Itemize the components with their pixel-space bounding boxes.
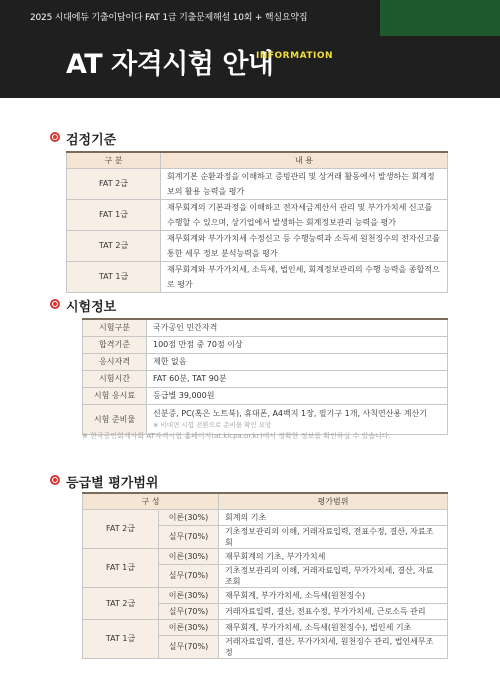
scope-cell: 거래자료입력, 결산, 부가가치세, 원천징수 관리, 법인세무조정 <box>219 635 448 658</box>
section-bullet-icon <box>50 299 60 309</box>
scope-cell: 재무회계, 부가가치세, 소득세(원천징수) <box>219 587 448 603</box>
table-row <box>83 587 448 603</box>
page-header <box>0 0 500 98</box>
grade-cell: FAT 2급 <box>83 509 159 548</box>
info-value: 등급별 39,000원 <box>147 387 448 404</box>
table-row <box>83 404 448 434</box>
info-footnote: ※ 한국공인회계사회 AT자격시험 홈페이지(at.kicpa.or.kr)에서 정확한 정보를 확인하실 수 있습니다. <box>82 432 391 440</box>
info-value <box>147 404 448 434</box>
table-header-row <box>67 152 448 168</box>
type-cell: 이론(30%) <box>159 587 219 603</box>
table-row <box>67 199 448 230</box>
column-header: 구 분 <box>67 152 161 168</box>
table-row <box>67 230 448 261</box>
type-cell: 이론(30%) <box>159 509 219 525</box>
info-label: 시험구분 <box>83 319 147 336</box>
page-title: AT 자격시험 안내 <box>66 49 274 80</box>
type-cell: 실무(70%) <box>159 635 219 658</box>
type-cell: 실무(70%) <box>159 603 219 619</box>
table-row <box>83 619 448 635</box>
column-header: 평가범위 <box>219 493 448 509</box>
content-cell: 회계기본 순환과정을 이해하고 증빙관리 및 상거래 활동에서 발생하는 회계정보의 활용 능력을 평가 <box>161 168 448 199</box>
info-label: 시험 응시료 <box>83 387 147 404</box>
info-label: 시험시간 <box>83 370 147 387</box>
scope-cell: 기초정보관리의 이해, 거래자료입력, 전표수정, 결산, 자료조회 <box>219 525 448 548</box>
page-subtitle: INFORMATION <box>256 51 334 61</box>
table-row <box>83 509 448 525</box>
exam-info-table <box>82 318 448 435</box>
table-row <box>83 336 448 353</box>
info-value: 100점 만점 중 70점 이상 <box>147 336 448 353</box>
table-header-row <box>83 493 448 509</box>
section-bullet-icon <box>50 132 60 142</box>
section-title-standards: 검정기준 <box>66 133 117 148</box>
info-label: 합격기준 <box>83 336 147 353</box>
table-row <box>83 548 448 564</box>
type-cell: 실무(70%) <box>159 525 219 548</box>
standards-table <box>66 151 448 293</box>
grade-cell: TAT 1급 <box>83 619 159 658</box>
info-value: 제한 없음 <box>147 353 448 370</box>
content-cell: 재무회계와 부가가치세 수정신고 등 수행능력과 소득세 원천징수의 전자신고를 통한 세무 정보 분석능력을 평가 <box>161 230 448 261</box>
book-title: 2025 시대에듀 기출이답이다 FAT 1급 기출문제해설 10회 + 핵심요약집 <box>30 13 308 23</box>
table-row <box>67 261 448 292</box>
section-bullet-icon <box>50 475 60 485</box>
grade-cell: TAT 2급 <box>67 230 161 261</box>
scope-cell: 기초정보관리의 이해, 거래자료입력, 부가가치세, 결산, 자료조회 <box>219 564 448 587</box>
info-label: 시험 준비물 <box>83 404 147 434</box>
type-cell: 이론(30%) <box>159 619 219 635</box>
grade-cell: FAT 1급 <box>83 548 159 587</box>
info-label: 응시자격 <box>83 353 147 370</box>
scope-cell: 거래자료입력, 결산, 전표수정, 부가가치세, 근로소득 관리 <box>219 603 448 619</box>
grade-scope-table <box>82 492 448 659</box>
table-row <box>83 319 448 336</box>
content-cell: 재무회계의 기본과정을 이해하고 전자세금계산서 관리 및 부가가치세 신고를 수행할 수 있으며, 상기업에서 발생하는 회계정보관리 능력을 평가 <box>161 199 448 230</box>
type-cell: 실무(70%) <box>159 564 219 587</box>
supplies-note: ※ 비대면 시험 전환으로 준비물 확인 요망 <box>153 421 272 429</box>
table-row <box>83 387 448 404</box>
grade-cell: TAT 1급 <box>67 261 161 292</box>
grade-cell: FAT 1급 <box>67 199 161 230</box>
table-row <box>83 370 448 387</box>
section-title-grade-scope: 등급별 평가범위 <box>66 476 159 491</box>
scope-cell: 재무회계, 부가가치세, 소득세(원천징수), 법인세 기초 <box>219 619 448 635</box>
table-row <box>83 353 448 370</box>
section-title-exam-info: 시험정보 <box>66 300 117 315</box>
grade-cell: FAT 2급 <box>67 168 161 199</box>
supplies-text: 신분증, PC(혹은 노트북), 휴대폰, A4백지 1장, 필기구 1개, 사칙연산용 계산기 <box>153 409 427 418</box>
type-cell: 이론(30%) <box>159 548 219 564</box>
scope-cell: 회계의 기초 <box>219 509 448 525</box>
info-value: 국가공인 민간자격 <box>147 319 448 336</box>
content-cell: 재무회계와 부가가치세, 소득세, 법인세, 회계정보관리의 수행 능력을 종합적으로 평가 <box>161 261 448 292</box>
column-header: 내 용 <box>161 152 448 168</box>
grade-cell: TAT 2급 <box>83 587 159 619</box>
table-row <box>67 168 448 199</box>
info-value: FAT 60분, TAT 90분 <box>147 370 448 387</box>
scope-cell: 재무회계의 기초, 부가가치세 <box>219 548 448 564</box>
column-header: 구 성 <box>83 493 219 509</box>
